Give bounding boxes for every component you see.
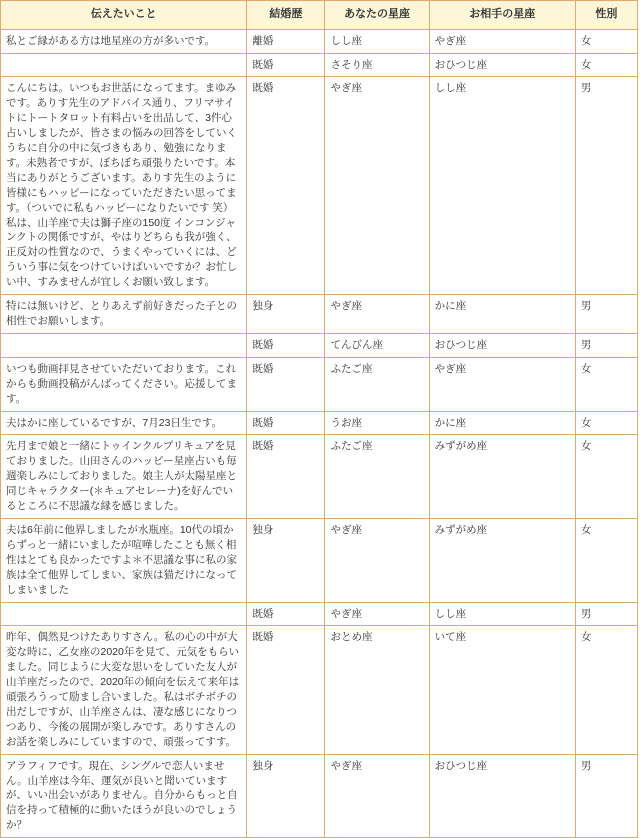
cell-marital-status: 既婚 (247, 333, 325, 357)
cell-gender: 女 (575, 357, 637, 411)
table-row (1, 295, 638, 334)
cell-your-sign: うお座 (325, 411, 429, 435)
cell-your-sign: ふたご座 (325, 357, 429, 411)
column-header-gender: 性別 (575, 1, 637, 30)
cell-partner-sign: いて座 (429, 626, 575, 754)
cell-marital-status: 離婚 (247, 29, 325, 53)
table-row (1, 435, 638, 519)
cell-message: 昨年、偶然見つけたありすさん。私の心の中が大変な時に、乙女座の2020年を見て、元気をもらいました。同じように大変な思いをしていた友人が山羊座だったので、2020年の傾向を伝えて来年は頑張ろうって励まし合いました。私はボチボチの出だしですが、山羊座さんは、凄な感じになりつつあり、今後の展開が楽しみです。ありすさんのお話を楽しみにしていますので、頑張ってすす。 (1, 626, 247, 754)
cell-your-sign: やぎ座 (325, 518, 429, 602)
table-row (1, 754, 638, 838)
table-row (1, 626, 638, 754)
cell-marital-status: 既婚 (247, 77, 325, 295)
cell-partner-sign: おひつじ座 (429, 53, 575, 77)
cell-partner-sign: しし座 (429, 77, 575, 295)
cell-your-sign: ふたご座 (325, 435, 429, 519)
cell-your-sign: さそり座 (325, 53, 429, 77)
cell-partner-sign: やぎ座 (429, 357, 575, 411)
cell-message: 夫は6年前に他界しましたが水瓶座。10代の頃からずっと一緒にいましたが喧嘩したことも無く相性はとても良かったですよ＊不思議な事に私の家族は全て他界してしまい、家族は猫だけになってしまいました (1, 518, 247, 602)
cell-gender: 男 (575, 602, 637, 626)
cell-partner-sign: みずがめ座 (429, 435, 575, 519)
cell-gender: 女 (575, 411, 637, 435)
cell-partner-sign: やぎ座 (429, 29, 575, 53)
cell-gender: 女 (575, 626, 637, 754)
table-row (1, 77, 638, 295)
table-row (1, 333, 638, 357)
cell-your-sign: やぎ座 (325, 754, 429, 838)
cell-message (1, 53, 247, 77)
cell-your-sign: やぎ座 (325, 295, 429, 334)
cell-partner-sign: おひつじ座 (429, 754, 575, 838)
table-row (1, 29, 638, 53)
column-header-marital-status: 結婚歴 (247, 1, 325, 30)
cell-message (1, 333, 247, 357)
cell-your-sign: しし座 (325, 29, 429, 53)
table-row (1, 411, 638, 435)
cell-message: こんにちは。いつもお世話になってます。まゆみです。ありす先生のアドバイス通り、フリマサイトにトートタロット有料占いを出品して、3件心占いしましたが、皆さまの悩みの回答をしていくうちに自分の中に気づきもあり、勉強になります。未熟者ですが、ぼちぼち頑張りたいです。本当にありがとうございます。ありす先生のように皆様にもハッピーになっていただきたい思ってます。（ついでに私もハッピーになりたいです 笑）私は、山羊座で夫は獅子座の150度 インコンジャンクトの関係ですが、やはりどちらも我が強く、正反対の性質なので、うまくやっていくには、どういう事に気をつけていけばいいですか？お忙しい中、すみませんが宜しくお願い致します。 (1, 77, 247, 295)
cell-message: 先月まで娘と一緒にトゥインクルプリキュアを見ておりました。山田さんのハッピー星座占いも毎週楽しみにしておりました。娘主人が太陽星座と同じキャラクター(＊キュアセレーナ)を好んでいるところに不思議な縁を感じました。 (1, 435, 247, 519)
cell-marital-status: 既婚 (247, 602, 325, 626)
cell-partner-sign: おひつじ座 (429, 333, 575, 357)
table-header-row (1, 1, 638, 30)
cell-partner-sign: しし座 (429, 602, 575, 626)
table-body (1, 29, 638, 838)
cell-message: アラフィフです。現在、シングルで恋人いません。山羊座は今年、運気が良いと聞いていますが、いい出会いがありません。自分からもっと自信を持って積極的に動いたほうが良いのでしょうか？ (1, 754, 247, 838)
cell-your-sign: やぎ座 (325, 77, 429, 295)
cell-marital-status: 既婚 (247, 411, 325, 435)
column-header-message: 伝えたいこと (1, 1, 247, 30)
cell-message: 特には無いけど、とりあえず前好きだった子との相性でお願いします。 (1, 295, 247, 334)
cell-gender: 女 (575, 518, 637, 602)
cell-marital-status: 既婚 (247, 53, 325, 77)
cell-your-sign: おとめ座 (325, 626, 429, 754)
cell-partner-sign: かに座 (429, 411, 575, 435)
column-header-your-sign: あなたの星座 (325, 1, 429, 30)
cell-message: 夫はかに座しているですが、7月23日生です。 (1, 411, 247, 435)
cell-gender: 男 (575, 77, 637, 295)
cell-gender: 男 (575, 754, 637, 838)
cell-gender: 女 (575, 53, 637, 77)
cell-message (1, 602, 247, 626)
cell-marital-status: 既婚 (247, 626, 325, 754)
table-row (1, 357, 638, 411)
table-header (1, 1, 638, 30)
cell-message: 私とご縁がある方は地星座の方が多いです。 (1, 29, 247, 53)
cell-your-sign: てんびん座 (325, 333, 429, 357)
cell-marital-status: 独身 (247, 518, 325, 602)
cell-marital-status: 独身 (247, 295, 325, 334)
cell-message: いつも動画拝見させていただいております。これからも動画投稿がんばってください。応援してます。 (1, 357, 247, 411)
table-row (1, 602, 638, 626)
cell-marital-status: 既婚 (247, 435, 325, 519)
cell-gender: 男 (575, 333, 637, 357)
cell-your-sign: やぎ座 (325, 602, 429, 626)
cell-gender: 女 (575, 29, 637, 53)
cell-marital-status: 独身 (247, 754, 325, 838)
table-row (1, 53, 638, 77)
table-row (1, 518, 638, 602)
cell-marital-status: 既婚 (247, 357, 325, 411)
cell-gender: 男 (575, 295, 637, 334)
column-header-partner-sign: お相手の星座 (429, 1, 575, 30)
cell-partner-sign: かに座 (429, 295, 575, 334)
cell-gender: 女 (575, 435, 637, 519)
cell-partner-sign: みずがめ座 (429, 518, 575, 602)
